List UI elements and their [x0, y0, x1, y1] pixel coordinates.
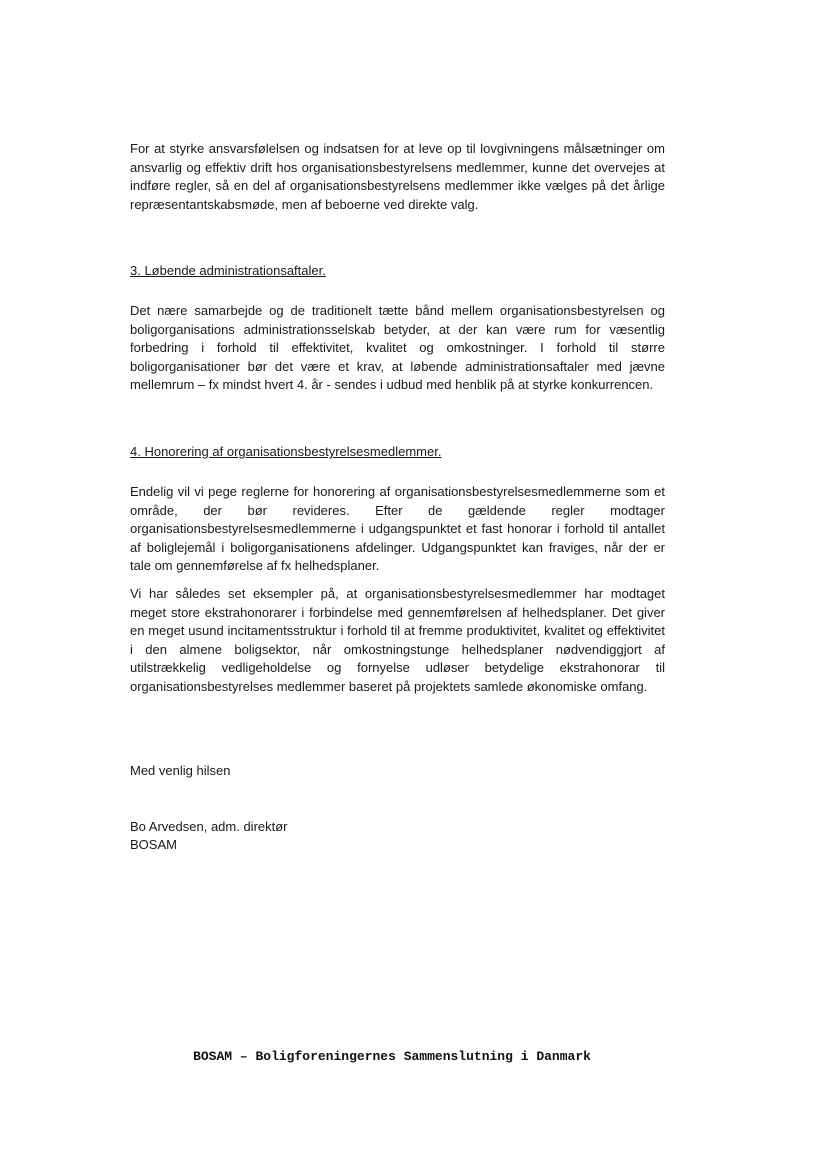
paragraph-intro: For at styrke ansvarsfølelsen og indsatsen for at leve op til lovgivningens målsætninger om ansvarlig og effektiv drift hos organisationsbestyrelsens medlemmer, kunne det overvejes at indføre regler, så en del af organisationsbestyrelsens medlemmer ikke vælges på det årlige repræsentantskabsmøde, men af beboerne ved direkte valg.	[130, 141, 665, 212]
page-footer	[0, 1049, 828, 1064]
section-heading-4: 4. Honorering af organisationsbestyrelsesmedlemmer.	[130, 444, 442, 459]
section-heading-3: 3. Løbende administrationsaftaler.	[130, 263, 326, 278]
signature-organization: BOSAM	[130, 837, 177, 852]
paragraph-administration: Det nære samarbejde og de traditionelt tætte bånd mellem organisationsbestyrelsen og boligorganisations administrationsselskab betyder, at der kan være rum for væsentlig forbedring i forhold til effektivitet, kvalitet og omkostninger. I forhold til større boligorganisationer bør det være et krav, at løbende administrationsaftaler med jævne mellemrum – fx mindst hvert 4. år - sendes i udbud med henblik på at styrke konkurrencen.	[130, 303, 665, 393]
footer-text: BOSAM – Boligforeningernes Sammenslutning i Danmark	[193, 1049, 591, 1064]
closing-greeting: Med venlig hilsen	[130, 763, 231, 778]
paragraph-honorering: Endelig vil vi pege reglerne for honorering af organisationsbestyrelsesmedlemmerne som et område, der bør revideres. Efter de gældende regler modtager organisationsbestyrelsesmedlemmerne i udgangspunktet et fast honorar i forhold til antallet af boliglejemål i boligorganisationens afdelinger. Udgangspunktet kan fraviges, når der er tale om gennemførelse af fx helhedsplaner.	[130, 484, 665, 574]
paragraph-ekstrahonorar: Vi har således set eksempler på, at organisationsbestyrelsesmedlemmer har modtaget meget store ekstrahonorarer i forbindelse med gennemførelsen af helhedsplaner. Det giver en meget usund incitamentsstruktur i forhold til at fremme produktivitet, kvalitet og effektivitet i den almene boligsektor, når omkostningstunge helhedsplaner nødvendiggjort af utilstrækkelig vedligeholdelse og fornyelse udløser betydelige ekstrahonorar til organisationsbestyrelses medlemmer baseret på projektets samlede økonomiske omfang.	[130, 586, 665, 694]
signature-name: Bo Arvedsen, adm. direktør	[130, 819, 288, 834]
